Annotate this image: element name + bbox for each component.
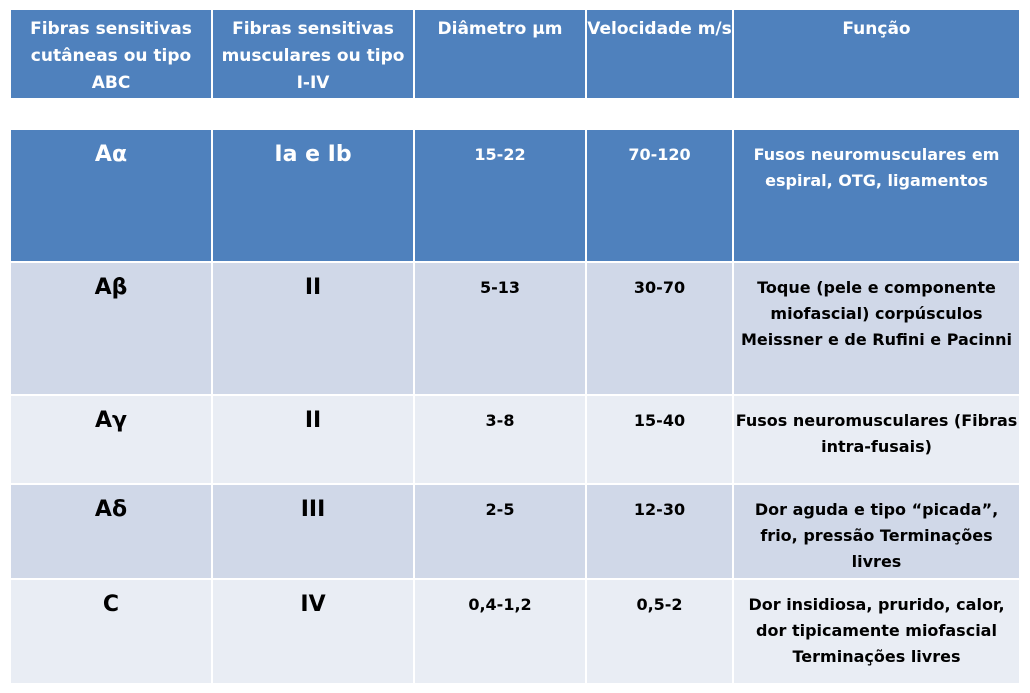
header-cutaneous: Fibras sensitivas cutâneas ou tipo ABC bbox=[10, 9, 212, 99]
cell-velocity: 30-70 bbox=[586, 262, 733, 395]
cell-diameter: 3-8 bbox=[414, 395, 586, 484]
cell-function: Fusos neuromusculares em espiral, OTG, ligamentos bbox=[733, 129, 1020, 262]
cell-function: Dor aguda e tipo “picada”, frio, pressão Terminações livres bbox=[733, 484, 1020, 579]
cell-function: Toque (pele e componente miofascial) corpúsculos Meissner e de Rufini e Pacinni bbox=[733, 262, 1020, 395]
cell-muscular: III bbox=[212, 484, 414, 579]
fiber-table bbox=[9, 128, 1021, 685]
cell-muscular: Ia e Ib bbox=[212, 129, 414, 262]
header-velocity: Velocidade m/s bbox=[586, 9, 733, 99]
cell-diameter: 0,4-1,2 bbox=[414, 579, 586, 684]
cell-cutaneous: Aγ bbox=[10, 395, 212, 484]
table-row bbox=[10, 395, 1020, 484]
cell-muscular: IV bbox=[212, 579, 414, 684]
cell-muscular: II bbox=[212, 262, 414, 395]
cell-velocity: 70-120 bbox=[586, 129, 733, 262]
cell-cutaneous: C bbox=[10, 579, 212, 684]
cell-function: Dor insidiosa, prurido, calor, dor tipicamente miofascial Terminações livres bbox=[733, 579, 1020, 684]
cell-cutaneous: Aβ bbox=[10, 262, 212, 395]
cell-cutaneous: Aα bbox=[10, 129, 212, 262]
table-row bbox=[10, 484, 1020, 579]
table-row bbox=[10, 579, 1020, 684]
cell-diameter: 15-22 bbox=[414, 129, 586, 262]
cell-function: Fusos neuromusculares (Fibras intra-fusais) bbox=[733, 395, 1020, 484]
cell-cutaneous: Aδ bbox=[10, 484, 212, 579]
table-row bbox=[10, 262, 1020, 395]
header-row bbox=[10, 9, 1020, 99]
cell-velocity: 0,5-2 bbox=[586, 579, 733, 684]
header-function: Função bbox=[733, 9, 1020, 99]
cell-muscular: II bbox=[212, 395, 414, 484]
header-muscular: Fibras sensitivas musculares ou tipo I-IV bbox=[212, 9, 414, 99]
header-table bbox=[9, 8, 1021, 100]
table-row bbox=[10, 129, 1020, 262]
cell-velocity: 12-30 bbox=[586, 484, 733, 579]
cell-velocity: 15-40 bbox=[586, 395, 733, 484]
cell-diameter: 5-13 bbox=[414, 262, 586, 395]
cell-diameter: 2-5 bbox=[414, 484, 586, 579]
header-diameter: Diâmetro µm bbox=[414, 9, 586, 99]
